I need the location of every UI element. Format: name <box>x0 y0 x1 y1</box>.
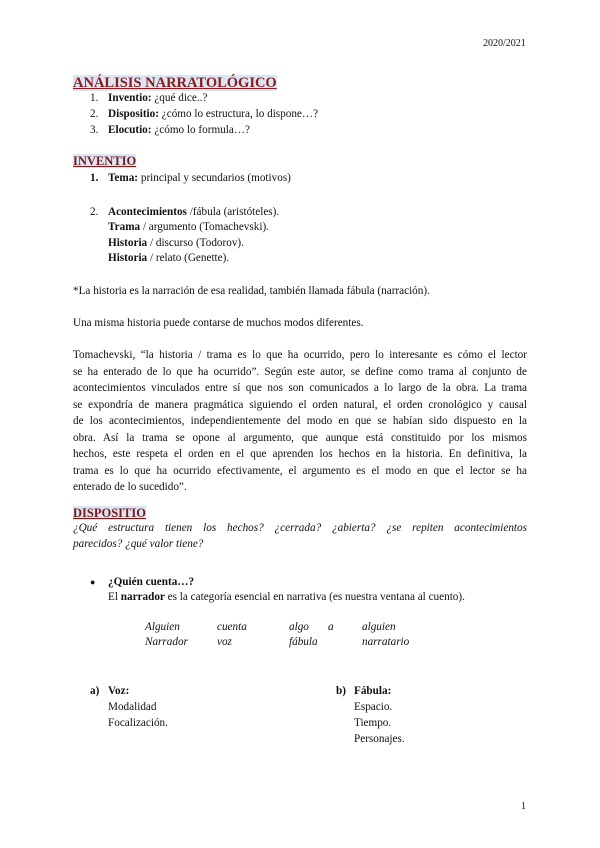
list-term: Historia <box>108 237 148 249</box>
list-text: ¿cómo lo estructura, lo dispone…? <box>158 108 319 120</box>
list-term: Historia <box>108 252 148 264</box>
page-title <box>73 74 277 92</box>
section-heading-text: INVENTIO <box>73 154 137 168</box>
column-b-item: Espacio. <box>354 701 393 713</box>
question-line: parecidos? ¿qué valor tiene? <box>73 537 204 550</box>
column-a-item: Focalización. <box>108 717 168 729</box>
list-text: ¿cómo lo formula…? <box>151 124 250 136</box>
paragraph-line: Tomachevski, “la historia / trama es lo que ha ocurrido, pero lo interesante es cómo el lector <box>73 349 527 361</box>
column-b-label: b) <box>336 685 346 697</box>
paragraph-line: se ha enterado de lo que ha ocurrido”. Según este autor, se define como trama al conjunto de <box>73 365 527 378</box>
scheme-word: Narrador <box>145 636 188 648</box>
bullet-term: narrador <box>120 591 165 603</box>
list-term: Acontecimientos <box>108 206 187 218</box>
header-year: 2020/2021 <box>483 38 526 49</box>
column-b-title: Fábula: <box>354 685 392 697</box>
list-text: / discurso (Todorov). <box>147 237 244 249</box>
page-number: 1 <box>521 801 526 812</box>
list-term: Trama <box>108 221 141 233</box>
scheme-word: Alguien <box>145 621 180 633</box>
list-number: 2. <box>90 108 99 120</box>
page-title-text: ANÁLISIS NARRATOLÓGICO <box>73 75 277 91</box>
list-number: 3. <box>90 124 99 136</box>
list-number: 2. <box>90 206 99 218</box>
scheme-word: algo <box>289 621 309 633</box>
paragraph-line: trama es lo que ha ocurrido efectivamente, el argumento es el modo en que el lector se ha <box>73 464 527 477</box>
paragraph: Una misma historia puede contarse de muchos modos diferentes. <box>73 317 364 329</box>
question-line: ¿Qué estructura tienen los hechos? ¿cerrada? ¿abierta? ¿se repiten acontecimientos <box>73 522 527 534</box>
list-number: 1. <box>90 172 99 184</box>
list-text: principal y secundarios (motivos) <box>138 172 291 184</box>
list-number: 1. <box>90 92 99 104</box>
paragraph-line: hechos, este respeta el orden en el que aprenden los hechos en la historia. En definitiva, la <box>73 448 527 460</box>
paragraph-line: enterado de lo sucedido”. <box>73 481 187 493</box>
list-text: /fábula (aristóteles). <box>186 206 280 218</box>
bullet-text-rest: es la categoría esencial en narrativa (es nuestra ventana al cuento). <box>164 591 465 603</box>
paragraph-line: obra. Así la trama se opone al argumento, que aunque está constituido por los mismos <box>73 431 527 444</box>
list-term: Elocutio: <box>108 124 152 136</box>
section-heading-text: DISPOSITIO <box>73 506 146 520</box>
column-a-title: Voz: <box>108 685 130 697</box>
paragraph-line: de los acontecimientos, independientemente del modo en que se habían sido dispuesto en la <box>73 415 527 427</box>
bullet-title: ¿Quién cuenta…? <box>108 576 195 588</box>
scheme-word: voz <box>217 636 232 648</box>
paragraph-line: acontecimientos vinculados entre sí que nos son comunicados a lo largo de la obra. La trama <box>73 382 527 394</box>
scheme-word: fábula <box>289 636 318 648</box>
bullet-text-pre: El <box>108 591 121 603</box>
note-text: *La historia es la narración de esa realidad, también llamada fábula (narración). <box>73 285 430 297</box>
scheme-word: cuenta <box>217 621 247 633</box>
column-a-label: a) <box>90 685 100 697</box>
dispositio-questions <box>73 521 527 552</box>
column-b-item: Tiempo. <box>354 717 392 729</box>
paragraph-tomachevski <box>73 347 527 496</box>
list-term: Tema: <box>108 172 139 184</box>
list-term: Inventio: <box>108 92 152 104</box>
list-text: / relato (Genette). <box>147 252 230 264</box>
scheme-word: a <box>328 621 334 633</box>
bullet-icon: ● <box>90 577 96 587</box>
scheme-word: narratario <box>362 636 410 648</box>
paragraph-line: se expondría de manera pragmática siguiendo el orden natural, el orden cronológico y causal <box>73 398 527 411</box>
bullet-text <box>108 590 465 605</box>
scheme-word: alguien <box>362 621 396 633</box>
section-heading-dispositio <box>73 505 146 522</box>
list-term: Dispositio: <box>108 108 159 120</box>
column-a-item: Modalidad <box>108 701 157 713</box>
section-heading-inventio <box>73 153 136 170</box>
list-text: / argumento (Tomachevski). <box>140 221 269 233</box>
list-text: ¿qué dice..? <box>151 92 208 104</box>
column-b-item: Personajes. <box>354 733 405 745</box>
